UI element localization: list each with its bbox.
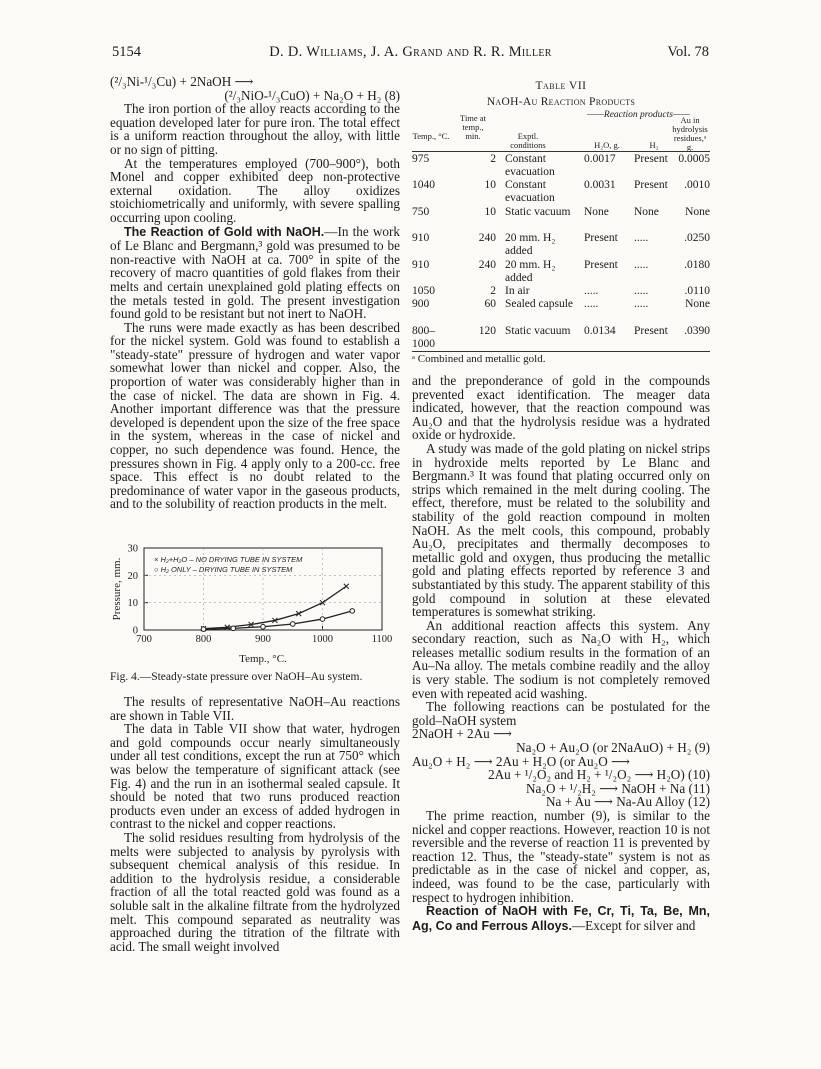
- paragraph: A study was made of the gold plating on nickel strips in hydroxide melts reported by Le Blanc and Bergmann.³ It was found that plating occurred only on strips which remained in the melt during cooling. The effect, therefore, must be related to the solubility and stability of the gold reaction compound in molten NaOH. As the melt cools, this compound, probably Au₂O, precipitates and thermally decomposes to metallic gold and oxygen, thus producing the metallic gold and plating effects reported by reference 3 and substantiated by this study. The apparent stability of this gold compound in solution at these elevated temperatures is somewhat striking.: [412, 440, 710, 620]
- data-point-circle: [201, 627, 206, 632]
- table-cell-time: 120: [478, 325, 496, 337]
- table-header-h2: H₂: [649, 140, 659, 150]
- paragraph-gold-reaction: [110, 225, 400, 321]
- table-row: [412, 153, 710, 181]
- table-cell-h2o: 0.0017: [584, 153, 616, 165]
- pressure-chart: [110, 540, 400, 670]
- chart-legend: [154, 555, 303, 574]
- paragraph: At the temperatures employed (700–900°), both Monel and copper exhibited deep non-protective external oxidation. The alloy oxidizes stoichiometrically and uniformly, with severe spalling occurring upon cooling.: [110, 155, 400, 225]
- table-cell-temp: 1050: [412, 285, 435, 297]
- x-tick-label: 800: [195, 634, 212, 645]
- table-cell-h2o: Present: [584, 232, 618, 244]
- table-cell-h2: Present: [634, 179, 668, 191]
- left-column: [110, 75, 400, 511]
- equation-9-line-2: Na₂O + Au₂O (or 2NaAuO) + H₂ (9): [516, 740, 710, 756]
- section-heading: Reaction of NaOH with Fe, Cr, Ti, Ta, Be, Mn, Ag, Co and Ferrous Alloys.: [412, 904, 710, 933]
- equation-10-line-2: 2Au + ¹/₂O₂ and H₂ + ¹/₂O₂ ⟶ H₂O) (10): [487, 767, 710, 783]
- table-cell-au: .0180: [684, 259, 710, 271]
- table-subtitle: NaOH-Au Reaction Products: [486, 96, 636, 108]
- paragraph: The prime reaction, number (9), is similar to the nickel and copper reactions. However, reaction 10 is not reversible and the reverse of reaction 11 is prevented by reaction 12. Thus, the "steady-state" system is not as predictable as in the case of nickel and copper, as, indeed, was found to be the case, particularly with respect to hydrogen inhibition.: [412, 808, 710, 905]
- table-cell-temp: 910: [412, 259, 430, 271]
- table-header-au: Au in hydrolysis residues,ᵃ g.: [672, 115, 708, 152]
- table-row: [412, 259, 710, 287]
- legend-entry: × H₂+H₂O – NO DRYING TUBE IN SYSTEM: [154, 555, 303, 564]
- table-cell-cond: Static vacuum: [505, 206, 571, 218]
- y-tick-label: 30: [127, 543, 138, 555]
- table-cell-temp: 1040: [412, 179, 435, 191]
- table-cell-au: .0390: [684, 325, 710, 337]
- table-cell-au: None: [685, 298, 710, 310]
- equation-8-line-2: (²/₃NiO-¹/₃CuO) + Na₂O + H₂ (8): [224, 87, 400, 103]
- x-tick-label: 1100: [371, 634, 393, 645]
- table-cell-cond: 20 mm. H₂ added: [505, 259, 556, 284]
- paragraph: The solid residues resulting from hydrolysis of the melts were subjected to analysis by pyrolysis with subsequent chemical analysis of this residue. In addition to the hydrolysis residue, a considerable fraction of all the total reacted gold was found as a soluble salt in the alkaline filtrate from the hydrolyzed melt. This compound separated as neutrality was approached during the titration of the filtrate with acid. The small weight involved: [110, 829, 400, 954]
- chart-series: [201, 584, 355, 632]
- figure-4: [110, 540, 400, 690]
- equation-10-line-1: Au₂O + H₂ ⟶ 2Au + H₂O (or Au₂O ⟶: [412, 753, 630, 769]
- table-group-header: ——Reaction products——: [587, 110, 690, 120]
- table-cell-cond: Sealed capsule: [505, 298, 574, 310]
- table-cell-cond: In air: [505, 285, 530, 297]
- data-point-x: [344, 584, 349, 589]
- legend-entry: ○ H₂ ONLY – DRYING TUBE IN SYSTEM: [154, 565, 293, 574]
- table-cell-time: 2: [490, 153, 496, 165]
- paragraph-text: —Except for silver and: [571, 917, 696, 933]
- table-cell-cond: 20 mm. H₂ added: [505, 232, 556, 257]
- data-point-circle: [261, 624, 266, 629]
- table-cell-time: 240: [478, 259, 496, 271]
- page-number: 5154: [112, 44, 141, 60]
- paragraph: The iron portion of the alloy reacts according to the equation developed later for pure iron. The total effect is a uniform reaction throughout the alloy, with little or no sign of pitting.: [110, 101, 400, 157]
- table-cell-temp: 975: [412, 153, 430, 165]
- data-point-circle: [290, 622, 295, 627]
- table-cell-au: None: [685, 206, 710, 218]
- table-cell-cond: Constant evacuation: [505, 153, 555, 178]
- table-title: Table VII: [535, 80, 587, 92]
- equation-11: Na₂O + ¹/₂H₂ ⟶ NaOH + Na (11): [526, 780, 710, 796]
- volume-label: Vol. 78: [667, 44, 709, 60]
- table-cell-cond: Constant evacuation: [505, 179, 555, 204]
- table-cell-temp: 750: [412, 206, 430, 218]
- table-cell-au: .0250: [684, 232, 710, 244]
- table-cell-time: 240: [478, 232, 496, 244]
- paragraph: An additional reaction affects this system. Any secondary reaction, such as Na₂O with H₂, which releases metallic sodium results in the formation of an Au–Na alloy. The metals combine readily and the alloy is very stable. The sodium is not completely removed even with repeated acid washing.: [412, 617, 710, 701]
- table-cell-temp: 800–1000: [412, 325, 435, 350]
- running-header-authors: D. D. Williams, J. A. Grand and R. R. Miller: [269, 44, 552, 60]
- paragraph: and the preponderance of gold in the compounds prevented exact identification. The meager data indicated, however, that the reaction compound was Au₂O and that the hydrolysis residue was a hydrated oxide or hydroxide.: [412, 373, 710, 443]
- table-cell-time: 2: [490, 285, 496, 297]
- table-cell-time: 60: [484, 298, 496, 310]
- table-cell-h2: None: [634, 206, 659, 218]
- equation-9-line-1: 2NaOH + 2Au ⟶: [412, 726, 512, 742]
- figure-caption: Fig. 4.—Steady-state pressure over NaOH–Au system.: [110, 671, 363, 683]
- table-cell-time: 10: [484, 179, 496, 191]
- table-cell-h2: Present: [634, 153, 668, 165]
- table-cell-temp: 910: [412, 232, 430, 244]
- table-cell-h2: .....: [634, 232, 649, 244]
- y-tick-label: 0: [132, 625, 138, 637]
- x-tick-label: 700: [136, 634, 152, 645]
- table-row: [412, 179, 710, 207]
- table-cell-h2o: None: [584, 206, 609, 218]
- table-cell-h2o: .....: [584, 298, 599, 310]
- data-point-circle: [320, 617, 325, 622]
- table-cell-h2: .....: [634, 298, 649, 310]
- data-point-circle: [350, 609, 355, 614]
- table-row: [412, 298, 710, 326]
- table-cell-h2o: 0.0134: [584, 325, 616, 337]
- table-cell-au: 0.0005: [678, 153, 710, 165]
- table-rule: [412, 151, 710, 152]
- paragraph: The results of representative NaOH–Au reactions are shown in Table VII.: [110, 694, 400, 723]
- table-header-h2o: H₂O, g.: [594, 140, 620, 150]
- table-cell-temp: 900: [412, 298, 430, 310]
- y-tick-label: 10: [127, 598, 138, 610]
- paragraph: The runs were made exactly as has been described for the nickel system. Gold was found to establish a "steady-state" pressure of hydrogen and water vapor somewhat lower than nickel and copper. Also, the proportion of water was considerably higher than in the case of nickel. The data are shown in Fig. 4. Another important difference was that the pressure developed is dependent upon the size of the free space in the system, whereas in the case of nickel and copper, no such dependence was found. Hence, the pressures shown in Fig. 4 apply only to a 200-cc. free space. This effect is no doubt related to the predominance of water vapor in the gaseous products, and to the solubility of reaction products in the melt.: [110, 319, 400, 512]
- table-row: [412, 232, 710, 260]
- table-cell-h2o: Present: [584, 259, 618, 271]
- x-tick-label: 1000: [312, 634, 333, 645]
- section-heading: The Reaction of Gold with NaOH.: [124, 224, 325, 239]
- y-axis-label: Pressure, mm.: [111, 557, 123, 621]
- table-cell-cond: Static vacuum: [505, 325, 571, 337]
- y-tick-label: 20: [127, 570, 138, 582]
- data-point-circle: [231, 626, 236, 631]
- table-row: [412, 325, 710, 353]
- left-column-lower: [110, 695, 400, 953]
- table-cell-h2o: 0.0031: [584, 179, 616, 191]
- paragraph-ferrous: [412, 904, 710, 933]
- equation-8-line-1: (²/₃Ni-¹/₃Cu) + 2NaOH ⟶: [110, 74, 254, 89]
- x-axis-label: Temp., °C.: [239, 653, 287, 665]
- paragraph-text: —In the work of Le Blanc and Bergmann,³ gold was presumed to be non-reactive with NaOH at ca. 700° in spite of the recovery of macro quantities of gold flakes from their melts and certain unexplained gold plating effects on the metals tested in gold. The present investigation found gold to be resistant but not inert to NaOH.: [110, 223, 400, 322]
- series-line: [204, 586, 347, 628]
- table-cell-h2: .....: [634, 285, 649, 297]
- table-cell-au: .0010: [684, 179, 710, 191]
- paragraph: The data in Table VII show that water, hydrogen and gold compounds occur nearly simultaneously under all test conditions, except the run at 750° which was below the temperature of significant attack (see Fig. 4) and the run in an isothermal sealed capsule. It should be noted that two runs produced reaction products even under an excess of added hydrogen in contrast to the nickel and copper reactions.: [110, 721, 400, 832]
- table-cell-au: .0110: [684, 285, 710, 297]
- right-column: [412, 374, 710, 933]
- table-cell-h2: Present: [634, 325, 668, 337]
- table-cell-h2: .....: [634, 259, 649, 271]
- table-row: [412, 206, 710, 234]
- table-footnote: ᵃ Combined and metallic gold.: [412, 353, 546, 365]
- table-header-conditions: Exptl. conditions: [510, 131, 546, 150]
- table-rule: [412, 351, 710, 352]
- table-cell-time: 10: [484, 206, 496, 218]
- table-header-temp: Temp., °C.: [412, 131, 450, 141]
- table-header-time: Time at temp., min.: [460, 113, 486, 141]
- x-tick-label: 900: [255, 634, 271, 645]
- paragraph: The following reactions can be postulated for the gold–NaOH system: [412, 699, 710, 728]
- table-cell-h2o: .....: [584, 285, 599, 297]
- equation-12: Na + Au ⟶ Na-Au Alloy (12): [545, 794, 710, 810]
